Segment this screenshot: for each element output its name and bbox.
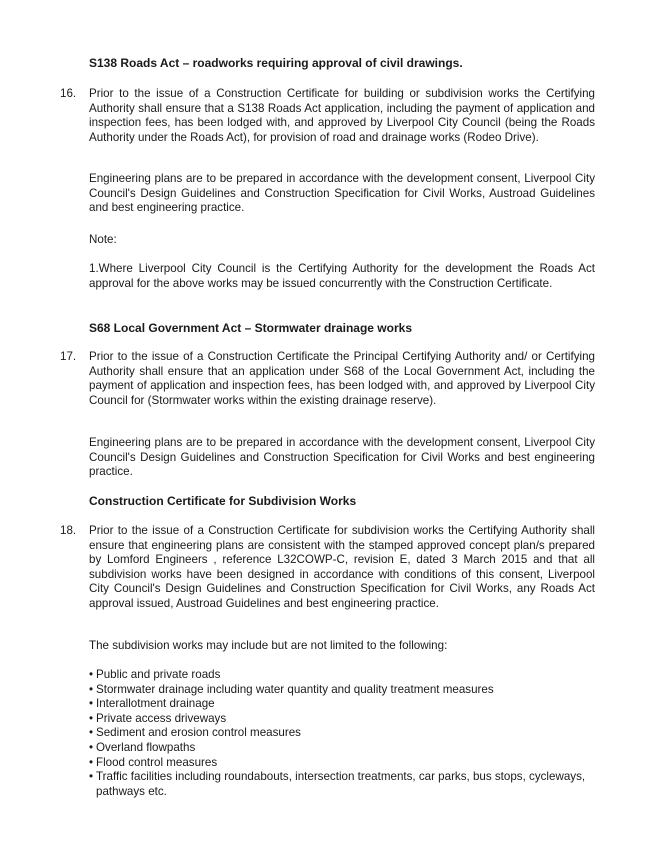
condition-18-paragraph-2: The subdivision works may include but are not limited to the following: [89, 639, 448, 652]
condition-16-paragraph-1: Prior to the issue of a Construction Certificate for building or subdivision works the Certifying Authority shall ensure that a S138 Roads Act application, including the payment of application and inspection fees, has been lodged with, and approved by Liverpool City Council (being the Roads Authority under the Roads Act), for provision of road and drainage works (Rodeo Drive). [89, 87, 595, 144]
list-item: • Sediment and erosion control measures [89, 726, 595, 741]
section-heading-s68: S68 Local Government Act – Stormwater drainage works [89, 321, 412, 335]
condition-18-paragraph-1: Prior to the issue of a Construction Certificate for subdivision works the Certifying Authority shall ensure that engineering plans are consistent with the stamped approved concept plan/s prepared by Lomford Engineers , reference L32COWP-C, revision E, dated 3 March 2015 and that all subdivision works have been designed in accordance with conditions of this consent, Liverpool City Council's Design Guidelines and Construction Specification for Civil Works, any Roads Act approval issued, Austroad Guidelines and best engineering practice. [89, 524, 595, 610]
list-item: • Public and private roads [89, 668, 595, 683]
condition-number-16: 16. [60, 87, 77, 100]
section-heading-construction-certificate: Construction Certificate for Subdivision Works [89, 494, 357, 508]
condition-16-paragraph-2: Engineering plans are to be prepared in accordance with the development consent, Liverpool City Council's Design Guidelines and Construction Specification for Civil Works, Austroad Guidelines and best engineering practice. [89, 172, 595, 215]
condition-17-paragraph-1: Prior to the issue of a Construction Certificate the Principal Certifying Authority and/ or Certifying Authority shall ensure that an application under S68 of the Local Government Act, including the payment of application and inspection fees, has been lodged with, and approved by Liverpool City Council for (Stormwater works within the existing drainage reserve). [89, 350, 595, 407]
condition-17-paragraph-2: Engineering plans are to be prepared in accordance with the development consent, Liverpool City Council's Design Guidelines and Construction Specification for Civil Works and best engineering practice. [89, 436, 595, 479]
list-item: • Interallotment drainage [89, 697, 595, 712]
condition-number-18: 18. [60, 524, 77, 537]
condition-16-note-text: 1.Where Liverpool City Council is the Certifying Authority for the development the Roads Act approval for the above works may be issued concurrently with the Construction Certificate. [89, 262, 595, 290]
list-item: • Private access driveways [89, 712, 595, 727]
list-item: • Overland flowpaths [89, 741, 595, 756]
subdivision-works-list [89, 668, 595, 799]
section-heading-s138: S138 Roads Act – roadworks requiring approval of civil drawings. [89, 56, 463, 70]
list-item: • Flood control measures [89, 756, 595, 771]
condition-16-note-label: Note: [89, 233, 117, 246]
list-item: • Stormwater drainage including water quantity and quality treatment measures [89, 683, 595, 698]
list-item: • Traffic facilities including roundabouts, intersection treatments, car parks, bus stops, cycleways, pathways etc. [89, 770, 595, 799]
condition-number-17: 17. [60, 350, 77, 363]
